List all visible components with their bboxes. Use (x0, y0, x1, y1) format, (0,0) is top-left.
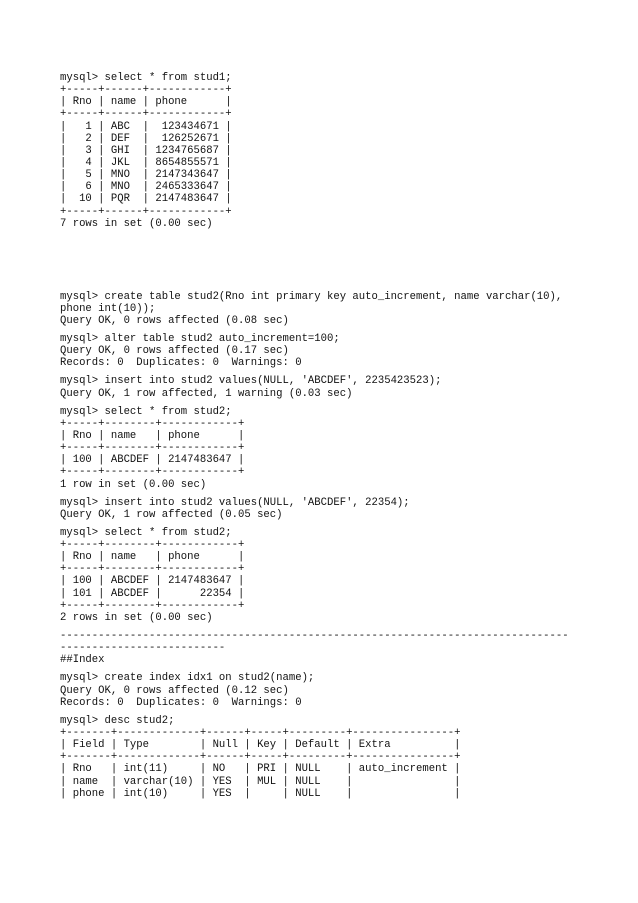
line-spacer (60, 278, 569, 290)
transcript-line: | Rno | name | phone | (60, 551, 245, 564)
line-spacer (60, 230, 569, 242)
line-spacer (60, 242, 569, 254)
transcript-line: +-----+------+------------+ (60, 108, 232, 121)
transcript-line: Query OK, 0 rows affected (0.12 sec) (60, 684, 289, 697)
transcript-line: ##Index (60, 654, 105, 667)
transcript-line: +-------+-------------+------+-----+---------+----------------+ (60, 751, 461, 764)
transcript-line: | 3 | GHI | 1234765687 | (60, 144, 232, 157)
transcript-line: Query OK, 0 rows affected (0.08 sec) (60, 314, 289, 327)
mysql-session-transcript (60, 72, 569, 800)
transcript-line: 7 rows in set (0.00 sec) (60, 217, 213, 230)
transcript-line: mysql> desc stud2; (60, 714, 175, 727)
transcript-line: +-----+--------+------------+ (60, 599, 245, 612)
transcript-line: | 5 | MNO | 2147343647 | (60, 169, 232, 182)
transcript-line: +-----+--------+------------+ (60, 466, 245, 479)
transcript-line: mysql> alter table stud2 auto_increment=100; (60, 332, 340, 345)
transcript-line: mysql> select * from stud2; (60, 526, 232, 539)
transcript-line: Records: 0 Duplicates: 0 Warnings: 0 (60, 357, 302, 370)
transcript-line: +-----+------+------------+ (60, 84, 232, 97)
transcript-line: Records: 0 Duplicates: 0 Warnings: 0 (60, 696, 302, 709)
transcript-line: 2 rows in set (0.00 sec) (60, 611, 213, 624)
transcript-line: 1 row in set (0.00 sec) (60, 478, 207, 491)
transcript-line: -------------------------------------------------------------------------------- (60, 630, 569, 643)
transcript-line: Query OK, 1 row affected, 1 warning (0.03 sec) (60, 387, 353, 400)
transcript-line: mysql> insert into stud2 values(NULL, 'ABCDEF', 2235423523); (60, 375, 442, 388)
transcript-line: | Rno | int(11) | NO | PRI | NULL | auto_increment | (60, 763, 461, 776)
transcript-line: Query OK, 1 row affected (0.05 sec) (60, 508, 283, 521)
transcript-line: | 100 | ABCDEF | 2147483647 | (60, 454, 245, 467)
transcript-line: | 100 | ABCDEF | 2147483647 | (60, 575, 245, 588)
transcript-line: mysql> insert into stud2 values(NULL, 'ABCDEF', 22354); (60, 496, 410, 509)
transcript-line: phone int(10)); (60, 302, 156, 315)
transcript-line: Query OK, 0 rows affected (0.17 sec) (60, 345, 289, 358)
transcript-line: | 1 | ABC | 123434671 | (60, 120, 232, 133)
transcript-line: | 4 | JKL | 8654855571 | (60, 156, 232, 169)
transcript-line: +-----+--------+------------+ (60, 442, 245, 455)
transcript-line: mysql> create table stud2(Rno int primary key auto_increment, name varchar(10), (60, 290, 563, 303)
transcript-line: | Field | Type | Null | Key | Default | Extra | (60, 739, 461, 752)
transcript-line: | phone | int(10) | YES | | NULL | | (60, 787, 461, 800)
transcript-line: mysql> select * from stud1; (60, 72, 232, 84)
transcript-line: +-----+--------+------------+ (60, 417, 245, 430)
transcript-line: | name | varchar(10) | YES | MUL | NULL | | (60, 775, 461, 788)
line-spacer (60, 266, 569, 278)
transcript-line: | Rno | name | phone | (60, 429, 245, 442)
transcript-line: mysql> select * from stud2; (60, 405, 232, 418)
transcript-line: +-------+-------------+------+-----+---------+----------------+ (60, 727, 461, 740)
transcript-line: mysql> create index idx1 on stud2(name); (60, 672, 315, 685)
line-spacer (60, 254, 569, 266)
transcript-line: -------------------------- (60, 642, 226, 655)
transcript-line: | 101 | ABCDEF | 22354 | (60, 587, 245, 600)
transcript-line: | Rno | name | phone | (60, 96, 232, 109)
transcript-line: | 2 | DEF | 126252671 | (60, 132, 232, 145)
transcript-line: | 6 | MNO | 2465333647 | (60, 181, 232, 194)
transcript-line: +-----+--------+------------+ (60, 563, 245, 576)
transcript-line: | 10 | PQR | 2147483647 | (60, 193, 232, 206)
transcript-line: +-----+------+------------+ (60, 205, 232, 218)
transcript-line: +-----+--------+------------+ (60, 539, 245, 552)
